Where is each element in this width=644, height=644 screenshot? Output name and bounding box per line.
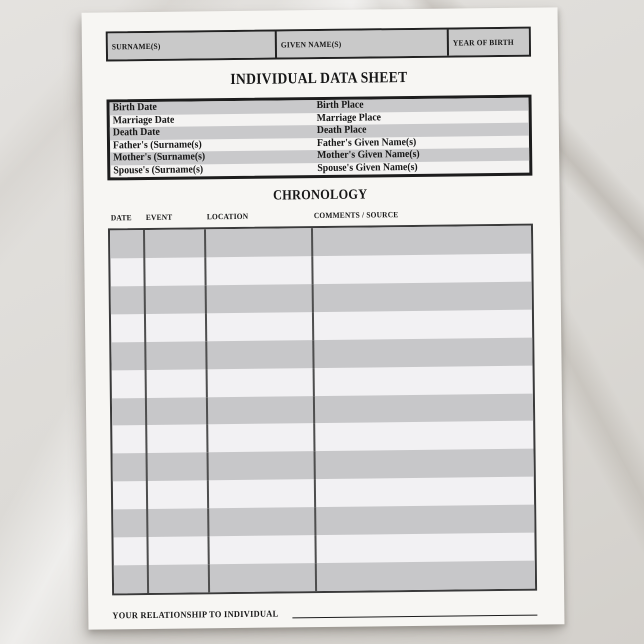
relationship-fill-in-line xyxy=(292,607,537,619)
chronology-column-headers xyxy=(108,209,533,224)
chronology-cell xyxy=(147,397,208,426)
chronology-cell xyxy=(207,284,314,313)
column-header-date: DATE xyxy=(110,213,132,223)
letterhead-paper xyxy=(82,7,565,629)
chronology-cell xyxy=(111,286,146,314)
chronology-cell xyxy=(110,258,145,286)
field-label-right: Spouse's Given Name(s) xyxy=(317,161,418,174)
chronology-cell xyxy=(111,314,146,342)
chronology-cell xyxy=(208,396,315,425)
chronology-cell xyxy=(209,451,316,480)
chronology-cell xyxy=(111,342,146,370)
chronology-cell xyxy=(147,369,208,398)
chronology-cell xyxy=(315,421,533,451)
field-label-left: Mother's (Surname(s) xyxy=(113,151,206,164)
page-title: INDIVIDUAL DATA SHEET xyxy=(230,69,408,89)
chronology-cell xyxy=(314,337,532,367)
chronology-cell xyxy=(110,230,145,258)
chronology-cell xyxy=(146,341,207,370)
chronology-cell xyxy=(146,313,207,342)
chronology-cell xyxy=(113,509,148,537)
field-label-right: Death Place xyxy=(316,124,367,137)
field-label-right: Mother's Given Name(s) xyxy=(317,149,420,162)
chronology-cell xyxy=(149,564,210,593)
field-label-left: Birth Date xyxy=(112,102,157,114)
chronology-cell xyxy=(148,536,209,565)
chronology-cell xyxy=(113,453,148,481)
field-label-left: Father's (Surname(s) xyxy=(112,139,202,152)
field-label-right: Birth Place xyxy=(316,99,364,112)
chronology-cell xyxy=(147,425,208,454)
field-label-left: Death Date xyxy=(112,127,160,139)
chronology-cell xyxy=(112,425,147,453)
chronology-cell xyxy=(207,340,314,369)
field-label-left: Marriage Date xyxy=(112,114,175,127)
column-header-comments-source: COMMENTS / SOURCE xyxy=(313,210,399,221)
chronology-cell xyxy=(314,281,532,311)
chronology-cell xyxy=(208,368,315,397)
chronology-cell xyxy=(148,509,209,538)
year-of-birth-field xyxy=(447,29,529,56)
chronology-cell xyxy=(113,537,148,565)
chronology-title: CHRONOLOGY xyxy=(272,187,368,204)
chronology-cell xyxy=(148,453,209,482)
given-name-field xyxy=(274,30,447,58)
chronology-cell xyxy=(209,507,316,536)
chronology-cell xyxy=(317,561,535,591)
chronology-cell xyxy=(210,563,317,592)
column-header-event: EVENT xyxy=(145,212,173,223)
chronology-cell xyxy=(209,479,316,508)
chronology-cell xyxy=(316,533,534,563)
field-label-right: Father's Given Name(s) xyxy=(316,136,417,149)
chronology-cell xyxy=(206,228,313,257)
chronology-cell xyxy=(314,309,532,339)
chronology-cell xyxy=(145,257,206,286)
chronology-cell xyxy=(316,505,534,535)
chronology-cell xyxy=(316,449,534,479)
surname-field xyxy=(108,32,275,60)
chronology-cell xyxy=(209,535,316,564)
chronology-cell xyxy=(113,481,148,509)
relationship-footer xyxy=(112,607,537,621)
chronology-cell xyxy=(148,481,209,510)
chronology-table xyxy=(108,224,537,596)
chronology-cell xyxy=(146,285,207,314)
chronology-cell xyxy=(206,256,313,285)
field-label-left: Spouse's (Surname(s) xyxy=(113,164,204,177)
column-header-location: LOCATION xyxy=(206,211,249,222)
chronology-row xyxy=(114,561,535,594)
surname-field-label: SURNAME(S) xyxy=(111,41,161,52)
given-name-field-label: GIVEN NAME(S) xyxy=(280,39,342,50)
chronology-cell xyxy=(114,565,149,593)
field-label-right: Marriage Place xyxy=(316,112,382,124)
chronology-cell xyxy=(315,365,533,395)
relationship-label: YOUR RELATIONSHIP TO INDIVIDUAL xyxy=(112,608,279,621)
name-header-box xyxy=(106,27,531,62)
chronology-cell xyxy=(112,370,147,398)
chronology-cell xyxy=(112,398,147,426)
chronology-cell xyxy=(316,477,534,507)
chronology-cell xyxy=(315,393,533,423)
year-of-birth-field-label: YEAR OF BIRTH xyxy=(453,37,515,48)
chronology-cell xyxy=(208,424,315,453)
chronology-cell xyxy=(313,254,531,284)
chronology-cell xyxy=(145,229,206,258)
data-sheet-table xyxy=(107,95,533,181)
chronology-cell xyxy=(207,312,314,341)
chronology-cell xyxy=(313,226,531,256)
